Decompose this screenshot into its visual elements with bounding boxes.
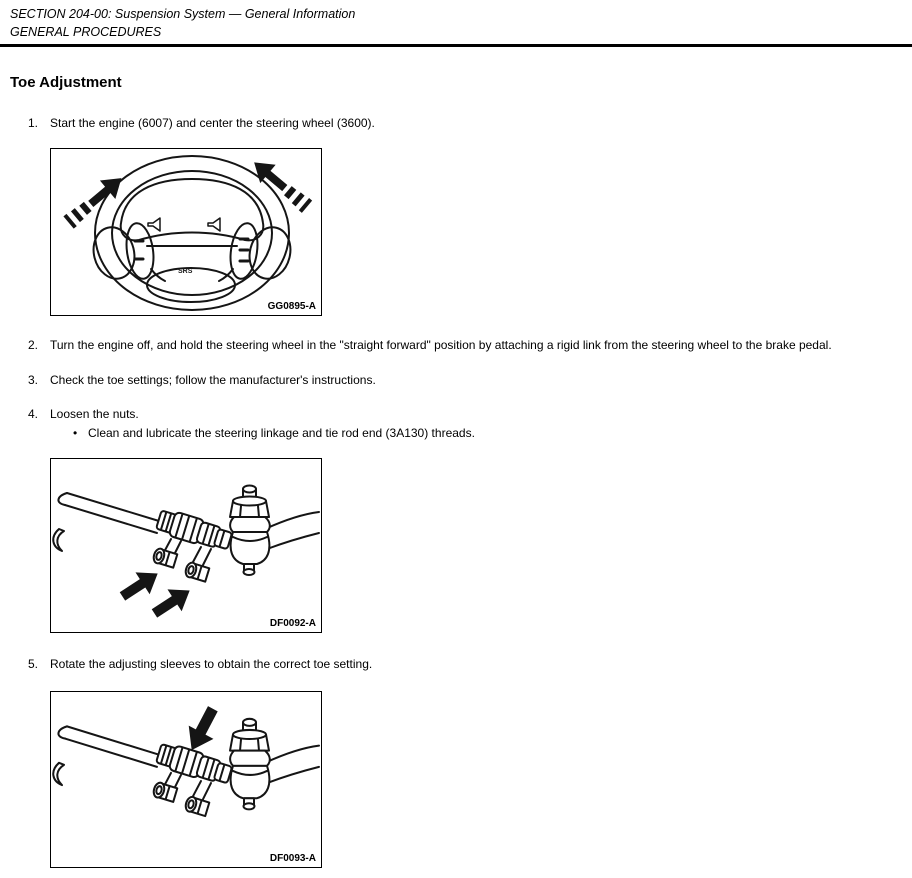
step-number: 4.: [28, 407, 39, 421]
figure-label: GG0895-A: [267, 301, 316, 312]
right-tie-rod: [265, 512, 319, 549]
figure-tie-rod-sleeve: [50, 691, 322, 868]
step-text: Start the engine (6007) and center the steering wheel (3600).: [50, 116, 375, 130]
header-subsection-line: GENERAL PROCEDURES: [10, 25, 162, 39]
step-text: Check the toe settings; follow the manufacturer's instructions.: [50, 373, 376, 387]
jam-nut: [152, 547, 177, 568]
page-title: Toe Adjustment: [10, 74, 122, 91]
procedure-step-1: [28, 116, 912, 131]
step-number: 2.: [28, 338, 39, 352]
header-divider: [0, 44, 912, 47]
pointer-arrow-icon: [115, 563, 196, 625]
procedure-step-4: [28, 407, 912, 422]
figure-label: DF0093-A: [269, 853, 316, 864]
tie-rod-nuts-drawing: [51, 459, 321, 632]
wheel-lower-spoke-left: [151, 269, 165, 281]
figure-tie-rod-nuts: [50, 458, 322, 633]
step-text: Rotate the adjusting sleeves to obtain the correct toe setting.: [50, 657, 373, 671]
figure-steering-wheel: [50, 148, 322, 316]
tie-rod-end: [230, 719, 270, 810]
steering-linkage-rod: [53, 493, 159, 551]
bullet-text: • Clean and lubricate the steering linkage and tie rod end (3A130) threads.: [88, 426, 475, 440]
jam-nut: [184, 561, 209, 582]
airbag-hub-label: SRS: [178, 268, 193, 275]
rotation-arrow-right-icon: [246, 153, 314, 216]
figure-label: DF0092-A: [269, 618, 316, 629]
steering-wheel-drawing: [51, 149, 321, 315]
procedure-step-3: [28, 373, 912, 388]
wheel-upper-pad: [121, 179, 264, 240]
steering-linkage-rod: [53, 726, 159, 785]
tie-rod-end: [230, 486, 270, 576]
jam-nut: [152, 781, 177, 802]
step-number: 5.: [28, 657, 39, 671]
step-number: 1.: [28, 116, 39, 130]
procedure-step-2: [28, 338, 912, 353]
bullet-item: [73, 426, 912, 441]
header-section-line: SECTION 204-00: Suspension System — General Information: [10, 7, 356, 21]
step-text: Loosen the nuts.: [50, 407, 139, 421]
page-header: [0, 0, 912, 41]
procedure-step-5: [28, 657, 912, 672]
step-number: 3.: [28, 373, 39, 387]
step-text: Turn the engine off, and hold the steering wheel in the "straight forward" position by attaching a rigid link from the steering wheel to the brake pedal.: [50, 338, 832, 352]
jam-nut: [184, 796, 209, 817]
right-tie-rod: [265, 746, 319, 783]
tie-rod-sleeve-drawing: [51, 692, 321, 867]
horn-icon: [148, 218, 220, 231]
